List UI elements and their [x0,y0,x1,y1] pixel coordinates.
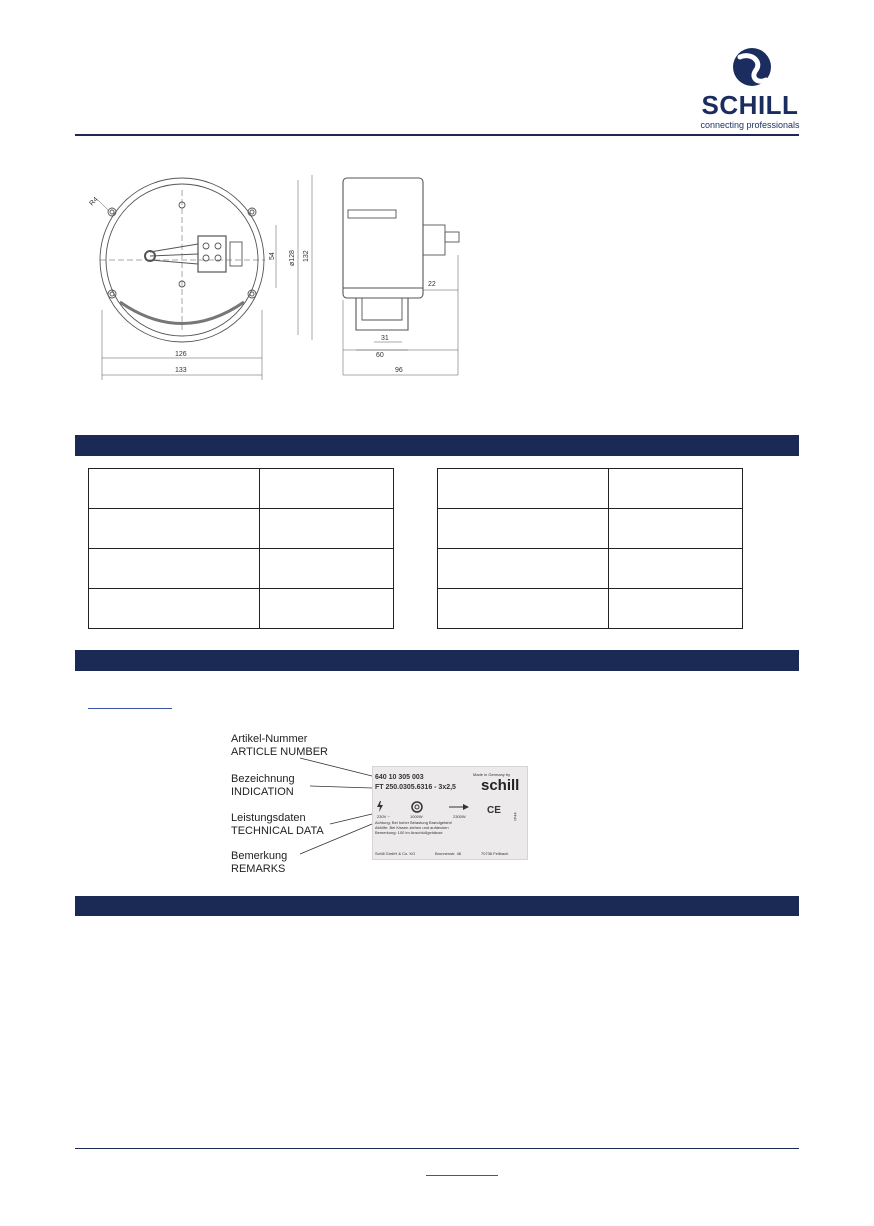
plate-warning-3: Bemerkung: 100 im Anschlußgehäuse [375,830,443,835]
plate-warning-2: Abhilfe: Bei Kissen ziehen und aufdecken [375,825,449,830]
dim-22: 22 [428,281,436,288]
dim-126: 126 [175,351,187,358]
annotation-de: Leistungsdaten [231,812,306,824]
dim-54: 54 [269,252,276,260]
schill-logo [700,40,800,135]
plate-ce-mark: CE [487,805,501,816]
dim-132: 132 [303,250,310,262]
dim-d128: ø128 [289,250,296,266]
annotation-indication [231,773,295,799]
table-row [438,549,743,589]
table-cell [609,589,743,629]
table-row [89,469,394,509]
brand-tagline: connecting professionals [700,120,800,130]
dim-r4: R4 [88,196,100,208]
table-cell [260,469,394,509]
table-row [438,589,743,629]
table-cell [609,509,743,549]
lightning-icon [377,801,383,812]
dim-133: 133 [175,367,187,374]
footer-hyperlink-underline[interactable] [426,1175,498,1176]
plate-warning-1: Achtung: Bei hoher Belastung Brandgefahr! [375,820,453,825]
section-bar-label [75,650,799,671]
table-row [438,469,743,509]
plate-company: Schill GmbH & Co. KG [375,851,416,856]
annotation-en: REMARKS [231,863,286,875]
type-plate [372,766,528,860]
annotation-de: Bemerkung [231,850,288,862]
dim-31: 31 [381,335,389,342]
annotation-en: INDICATION [231,786,294,798]
spec-table-left [88,468,394,629]
technical-drawing [80,170,480,385]
plate-ip-rating: IP44 [512,812,518,821]
table-cell [260,509,394,549]
dim-60: 60 [376,352,384,359]
plate-power2: 2300W [453,814,466,819]
table-cell [438,509,609,549]
annotation-remarks [231,850,287,876]
table-row [438,509,743,549]
plate-article-number: 640 10 305 003 [375,774,424,781]
annotation-de: Artikel-Nummer [231,733,308,745]
table-cell [89,589,260,629]
table-cell [89,469,260,509]
table-cell [438,469,609,509]
plate-voltage: 230V ~ [377,814,390,819]
table-cell [89,509,260,549]
arrow-icon [449,804,469,810]
table-row [89,589,394,629]
plate-made-in: Made in Germany by [473,772,511,777]
table-cell [260,589,394,629]
hyperlink-underline[interactable] [88,708,172,709]
schill-swoosh-logo-icon [700,40,800,90]
annotation-de: Bezeichnung [231,773,295,785]
section-bar-notes [75,896,799,916]
table-row [89,549,394,589]
table-cell [438,589,609,629]
annotation-leader-lines [290,740,380,870]
plate-street: Brunnenstr. 48 [435,851,462,856]
annotation-en: ARTICLE NUMBER [231,746,328,758]
table-row [89,509,394,549]
table-cell [438,549,609,589]
table-cell [260,549,394,589]
plate-city: 70736 Fellbach [481,851,509,856]
plate-power1: 1000W [410,814,423,819]
heating-coil-icon [411,801,423,813]
annotation-en: TECHNICAL DATA [231,825,324,837]
footer-divider [75,1148,799,1149]
section-bar-specs [75,435,799,456]
table-cell [609,469,743,509]
table-cell [89,549,260,589]
table-cell [609,549,743,589]
plate-indication: FT 250.0305.6316 - 3x2,5 [375,784,456,791]
brand-name: SCHILL [701,90,799,120]
dim-96: 96 [395,367,403,374]
header-divider [75,134,799,136]
spec-table-right [437,468,743,629]
plate-brand: schill [481,777,520,794]
